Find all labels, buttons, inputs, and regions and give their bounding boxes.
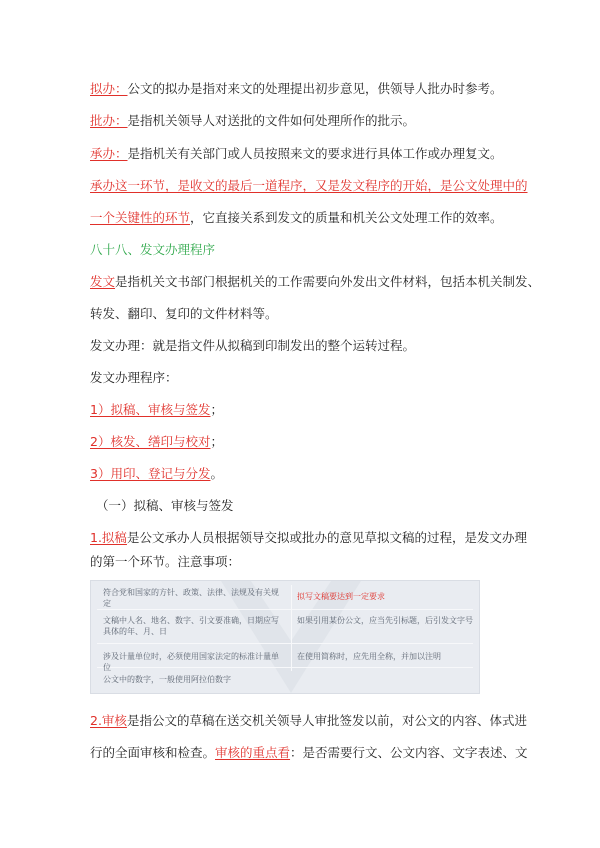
paragraph-niban — [90, 80, 520, 98]
paragraph-fawen-line1 — [90, 273, 541, 291]
text-fawen-line1: 是指机关文书部门根据机关的工作需要向外发出文件材料，包括本机关制发、 — [115, 274, 541, 289]
term-fawen: 发文 — [90, 274, 116, 289]
text-shenhe-line2a: 行的全面审核和检查。 — [90, 745, 216, 760]
step-2-punct: ； — [210, 434, 223, 449]
text-chengban: 是指机关有关部门或人员按照来文的要求进行具体工作或办理复文。 — [127, 146, 503, 161]
term-niban: 拟办： — [90, 81, 128, 96]
key-link-rest: ，它直接关系到发文的质量和机关公文处理工作的效率。 — [190, 210, 503, 225]
paragraph-nigao-line1 — [90, 529, 527, 547]
term-shenhe: 2.审核 — [90, 713, 127, 728]
note-r2c2: 如果引用某份公文，应当先引标题，后引发文字号 — [297, 616, 473, 625]
note-r1c1: 符合党和国家的方针、政策、法律、法规及有关规定 — [103, 588, 279, 608]
paragraph-shenhe-line2 — [90, 744, 528, 762]
subheading-1: （一）拟稿、审核与签发 — [96, 498, 234, 513]
term-shenhe-focus: 审核的重点看 — [215, 745, 291, 760]
table-divider-row2 — [97, 643, 473, 644]
paragraph-key-link-line2 — [90, 209, 520, 227]
step-1-label: 1）拟稿、审核与签发 — [90, 402, 211, 417]
step-3-label: 3）用印、登记与分发 — [90, 466, 211, 481]
text-shenhe-line1: 是指公文的草稿在送交机关领导人审批签发以前，对公文的内容、体式进 — [126, 713, 527, 728]
step-3 — [90, 465, 520, 483]
step-3-punct: 。 — [210, 466, 223, 481]
note-r2c1: 文稿中人名、地名、数字、引文要准确，日期应写具体的年、月、日 — [103, 616, 279, 636]
paragraph-procedure-intro: 发文办理程序： — [90, 370, 178, 385]
notes-table — [90, 580, 480, 694]
text-nigao-line1: 是公文承办人员根据领导交拟或批办的意见草拟文稿的过程，是发文办理 — [126, 530, 527, 545]
text-piban: 是指机关领导人对送批的文件如何处理所作的批示。 — [127, 113, 416, 128]
note-r3c2: 在使用简称时，应先用全称，并加以注明 — [297, 652, 441, 661]
table-divider-vertical — [291, 585, 292, 671]
paragraph-chengban — [90, 145, 520, 163]
note-r4c1: 公文中的数字，一般使用阿拉伯数字 — [103, 675, 231, 684]
paragraph-shenhe-line1 — [90, 712, 527, 730]
text-shenhe-line2b: ：是否需要行文、公文内容、文字表述、文 — [290, 745, 528, 760]
note-r1c2: 拟写文稿要达到一定要求 — [297, 592, 385, 601]
paragraph-fawen-banli: 发文办理：就是指文件从拟稿到印制发出的整个运转过程。 — [90, 338, 416, 353]
paragraph-key-link-line1 — [90, 177, 528, 195]
step-1 — [90, 401, 520, 419]
step-2 — [90, 433, 520, 451]
paragraph-fawen-line2: 转发、翻印、复印的文件材料等。 — [90, 306, 278, 321]
step-2-label: 2）核发、缮印与校对 — [90, 434, 211, 449]
key-link-red-line1: 承办这一环节，是收文的最后一道程序，又是发文程序的开始，是公文处理中的 — [90, 178, 528, 193]
term-nigao: 1.拟稿 — [90, 530, 127, 545]
text-niban: 公文的拟办是指对来文的处理提出初步意见，供领导人批办时参考。 — [127, 81, 503, 96]
heading-88: 八十八、发文办理程序 — [90, 242, 216, 257]
term-chengban: 承办： — [90, 146, 128, 161]
note-r3c1: 涉及计量单位时，必须使用国家法定的标准计量单位 — [103, 652, 279, 672]
table-divider-row1 — [97, 609, 473, 610]
term-piban: 批办： — [90, 113, 128, 128]
paragraph-nigao-line2: 的第一个环节。注意事项： — [90, 554, 241, 569]
step-1-punct: ； — [210, 402, 223, 417]
paragraph-piban — [90, 112, 520, 130]
key-link-red-line2: 一个关键性的环节 — [90, 210, 191, 225]
